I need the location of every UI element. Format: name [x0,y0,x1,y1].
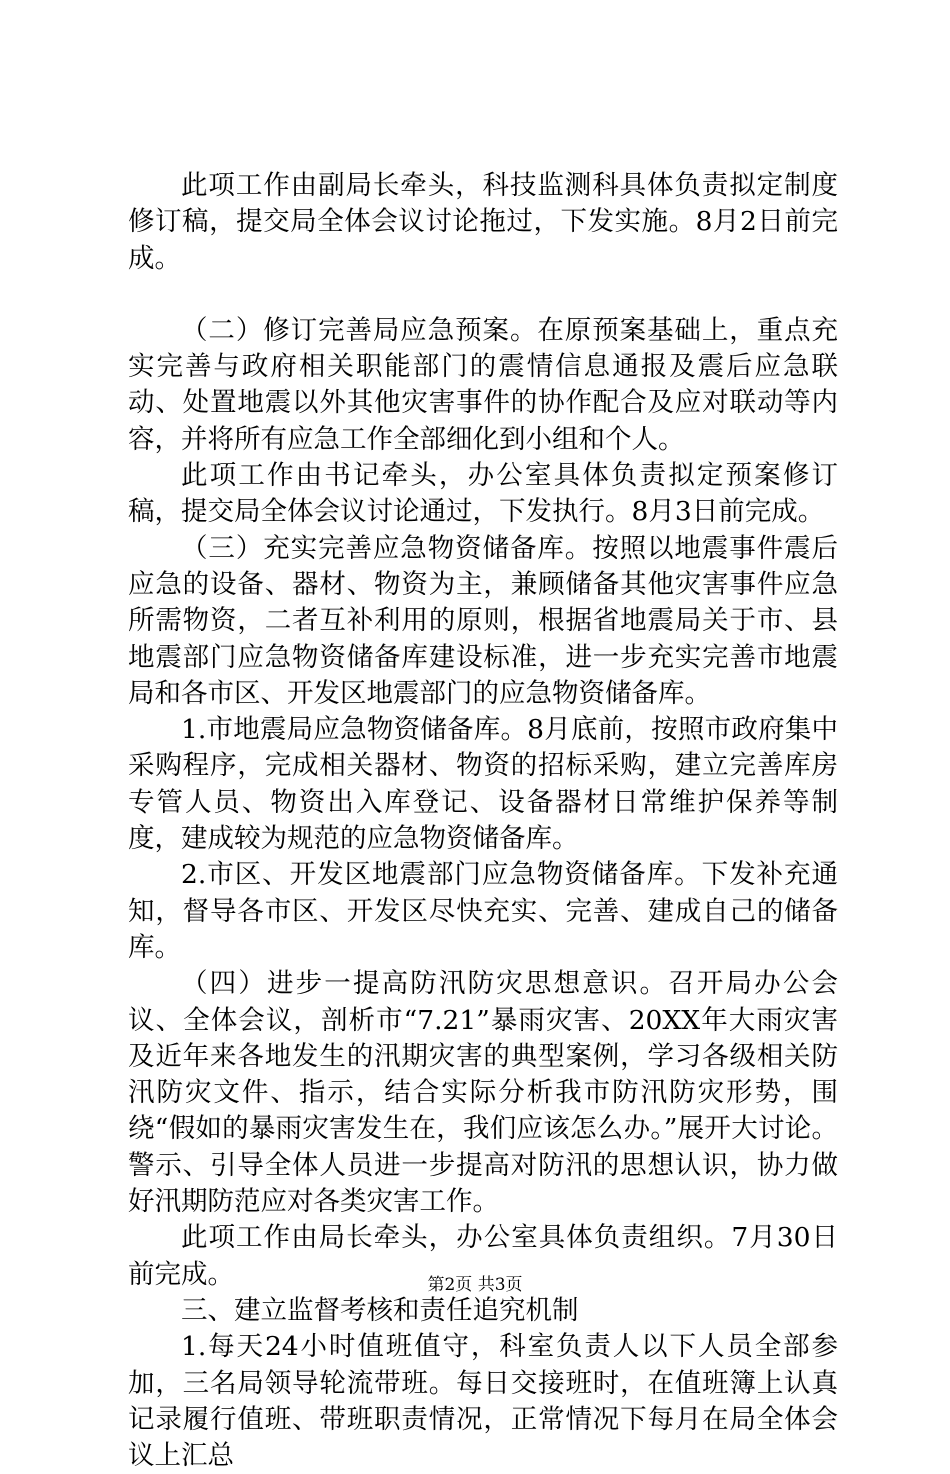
paragraph-7: （四）进步一提高防汛防灾思想意识。召开局办公会议、全体会议，剖析市“7.21”暴雨灾害、20XX年大雨灾害及近年来各地发生的汛期灾害的典型案例，学习各级相关防汛防灾文件、指示，结合实际分析我市防汛防灾形势，围绕“假如的暴雨灾害发生在，我们应该怎么办。”展开大讨论。警示、引导全体人员进一步提高对防汛的思想认识，协力做好汛期防范应对各类灾害工作。 [128,968,838,1218]
paragraph-5: 1.市地震局应急物资储备库。8月底前，按照市政府集中采购程序，完成相关器材、物资的招标采购，建立完善库房专管人员、物资出入库登记、设备器材日常维护保养等制度，建成较为规范的应急物资储备库。 [128,714,838,855]
paragraph-3: 此项工作由书记牵头，办公室具体负责拟定预案修订稿，提交局全体会议讨论通过，下发执行。8月3日前完成。 [128,460,838,528]
paragraph-8: 此项工作由局长牵头，办公室具体负责组织。7月30日前完成。 [128,1222,838,1290]
paragraph-1: 此项工作由副局长牵头，科技监测科具体负责拟定制度修订稿，提交局全体会议讨论拖过，下发实施。8月2日前完成。 [128,170,838,274]
section-heading: 三、建立监督考核和责任追究机制 [181,1294,579,1326]
paragraph-4: （三）充实完善应急物资储备库。按照以地震事件震后应急的设备、器材、物资为主，兼顾储备其他灾害事件应急所需物资，二者互补利用的原则，根据省地震局关于市、县地震部门应急物资储备库建设标准，进一步充实完善市地震局和各市区、开发区地震部门的应急物资储备库。 [128,532,838,709]
paragraph-6: 2.市区、开发区地震部门应急物资储备库。下发补充通知，督导各市区、开发区尽快充实、完善、建成自己的储备库。 [128,859,838,963]
page-footer: 第2页 共3页 [427,1275,523,1295]
paragraph-10: 1.每天24小时值班值守，科室负责人以下人员全部参加，三名局领导轮流带班。每日交接班时，在值班簿上认真记录履行值班、带班职责情况，正常情况下每月在局全体会议上汇总 [128,1331,838,1472]
paragraph-2: （二）修订完善局应急预案。在原预案基础上，重点充实完善与政府相关职能部门的震情信息通报及震后应急联动、处置地震以外其他灾害事件的协作配合及应对联动等内容，并将所有应急工作全部细化到小组和个人。 [128,314,838,455]
